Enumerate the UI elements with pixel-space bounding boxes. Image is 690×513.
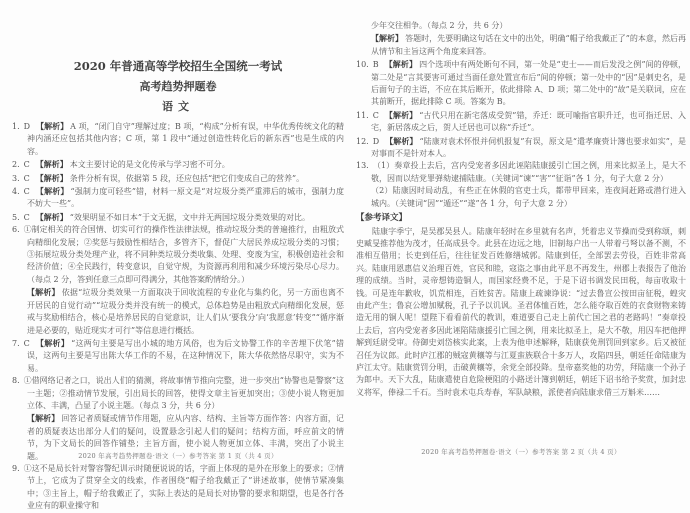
answer-text: ①借网络记者之口，说出人们的猜测，将故事情节推向完整，进一步突出“协警也是警察”这一主题；②推动情节发展，引出局长的回答，使得文章主旨更加突出；③使小说人物更加立体、丰满，凸显了小说主题。（每点 3 分，共 6 分） xyxy=(23,376,344,410)
reference-translation-header: 【参考译文】 xyxy=(356,213,408,224)
answer-letter: C xyxy=(23,212,30,222)
answer-item xyxy=(356,32,686,58)
answer-text: 条件分析有误，依据第 5 段，还应包括“把它们变成自己的营养”。 xyxy=(69,173,305,183)
answer-text: “陆康对袁术怀恨并伺机报复”有误，原文是“遣孝廉赍计簿也要求如实”，是对事而不是针对本人。 xyxy=(371,136,687,159)
item-number: 4. xyxy=(12,187,20,197)
answer-text: （1）奏章投上去后，宫内受宠者多因此诬陷陆康援引亡国之例，用来比拟圣上，是大不敬，因而以结党罪弹劾逮捕陆康。（关键词“谏”“害”“征诣”各 1 分，句子大意 2 分） xyxy=(371,161,686,183)
analysis-label: 【解析】 xyxy=(385,135,418,146)
answer-item xyxy=(356,135,686,161)
answer-text: 四个选项中有两处断句不同，第一处是“吏士——而后发没之例”间的停顿，第二处是“言其要害可通过当面任意处置宣布后”间的停顿；第一处中的“因”是刺史名，是后面句子的主语，不应在其后断开，依此排除 A、D 项；第二处中的“故”是关联词，应在其前断开，据此排除 C 项。答案为 B。 xyxy=(371,60,686,107)
analysis-label: 【解析】 xyxy=(384,109,418,120)
analysis-label: 【解析】 xyxy=(371,33,404,44)
answer-item xyxy=(12,224,344,286)
answer-text: 答题时，先要明确这句话在文中的出处，明确“帽子给我戴正了”的本意，然后再从情节和主旨这两个角度来回答。 xyxy=(371,34,686,56)
analysis-label: 【解析】 xyxy=(27,413,60,424)
answer-text: 回答记者质疑或情节作用题，应从内容、结构、主旨等方面作答：内容方面，记者的质疑表达出部分人们的疑问，设置悬念引起人们的疑问；结构方面，呼应前文的情节，为下文局长的回答作铺垫；主旨方面，使小说人物更加立体、丰满，突出了小说主题。 xyxy=(27,414,345,461)
item-number: 5. xyxy=(12,212,20,222)
item-number: 3. xyxy=(12,173,20,183)
subject-heading: 语文 xyxy=(162,100,194,113)
paper-subtitle: 高考趋势押题卷 xyxy=(139,80,217,93)
analysis-label: 【解析】 xyxy=(35,159,68,170)
analysis-label: 【解析】 xyxy=(27,287,60,298)
answer-text: “效果明显不如日本”于文无据，文中并无两国垃圾分类效果的对比。 xyxy=(69,212,310,222)
answer-text: （2）陆康因时局动乱，有些正在休假的官吏士兵，都带甲回来，连夜间赶路或潜行进入城内。（关键词“因”“遁还”“遂”各 1 分，句子大意 2 分） xyxy=(371,186,686,208)
answer-text: 依据“垃圾分类效果一方面取决于回收流程的专业化与集约化，另一方面也离不开居民的自觉行动”“垃圾分类并没有统一的模式，总体趋势是由粗放式向精细化发展，惩戒与奖励相结合，核心是培养居民的自觉意识，让人们从‘要我分’向‘我愿意’转变”“循序渐进是必要的，贴近现实才可行”等信息进行概括。 xyxy=(27,288,344,335)
item-number: 10. xyxy=(356,60,369,70)
item-number: 9. xyxy=(12,463,20,473)
answer-item xyxy=(12,211,344,224)
answer-text: “古代只用在新宅落成受贺”错，乔迁：既可喻指官职升迁，也可指迁居、入宅，新居落成之后，贺人迁居也可以称“乔迁”。 xyxy=(371,110,686,133)
item-number: 13. xyxy=(356,161,369,171)
answer-text: 少年交往相争。（每点 2 分，共 6 分） xyxy=(371,21,508,30)
analysis-label: 【解析】 xyxy=(35,211,68,222)
answer-letter: B xyxy=(372,60,379,70)
analysis-label: 【解析】 xyxy=(36,121,69,131)
item-number: 7. xyxy=(12,338,20,348)
scanned-page-1 xyxy=(12,0,345,511)
answer-text: ①制定相关的符合国情、切实可行的操作性法律法规，推动垃圾分类的普遍推行，由粗放式向精细化发展；②奖惩与鼓励性相结合，多管齐下，督促广大居民养成垃圾分类的习惯；③拓展垃圾分类处理产业，将不同种类垃圾分类收集、处理、变废为宝，积极创造社会和经济价值；④全民践行，转变意识，自觉守规，为资源再利用和减少环境污染尽心尽力。（每点 2 分，答到任意三点即可得满分，其他答案酌情给分。） xyxy=(23,225,344,284)
item-number: 11. xyxy=(356,110,369,120)
answer-letter: D xyxy=(23,122,31,131)
answer-item xyxy=(12,337,344,375)
answer-item xyxy=(12,172,344,185)
answer-letter: C xyxy=(23,160,30,170)
answer-item xyxy=(12,158,344,171)
answer-item xyxy=(356,20,686,32)
answer-list-page-2 xyxy=(356,20,686,210)
answer-item xyxy=(356,185,686,210)
answer-item xyxy=(12,185,344,211)
answer-letter: C xyxy=(23,338,30,348)
answer-item xyxy=(356,109,686,135)
analysis-label: 【解析】 xyxy=(384,59,418,70)
answer-letter: C xyxy=(23,173,30,183)
reference-translation-text: 陆康字季宁，是吴郡吴县人。陆康年轻时在乡里就有名声，凭着忠义节操而受到称颂，刺史臧旻推荐他为茂才，任高成县令。此县在边远之地，旧制每户出一人带着弓弩以备不测，不准相互借用；长吏到任后，往往征发百姓修缮城郭。陆康到任，全部罢去劳役，百姓非常高兴。陆康用恩惠信义治理百姓，官民和睦，寇盗之事由此平息不再发生，州郡上表报告了他治理的成绩。当时，灵帝想铸造铜人，而国家经费不足，于是下诏书调发民田税，每亩收取十钱。可是连年歉收，饥荒相连，百姓贫苦。陆康上疏谏诤说：“过去鲁宣公按田亩征税，蝗灾由此产生；鲁哀公增加赋税，孔子予以讥讽。圣君体恤百姓，怎么能夺取百姓的衣食财物来铸造无用的铜人呢！望陛下看看前代的教训，难道要自己走上前代亡国之君的老路吗！”奏章投上去后，宫内受宠者多因此诬陷陆康援引亡国之例，用来比拟圣上，是大不敬，用囚车把他押解到廷尉受审。侍御史刘岱核实此案，上表为他申述解释，陆康获免刑罚回到家乡。后又被征召任为议郎。此时庐江郡的贼寇黄穰等与江夏蛮族联合十多万人，攻陷四县，朝廷任命陆康为庐江太守。陆康赏罚分明，击破黄穰等，余党全部投降。皇帝嘉奖他的功劳，拜陆康一个孙子为郎中。天下大乱，陆康遣使自危险梗阻的小路送计簿到朝廷，朝廷下诏书给予奖赏，加封忠义将军，俸禄二千石。当时袁术屯兵寿春，军队缺粮，派使者向陆康求借三万斛米…… xyxy=(356,226,686,397)
answer-item xyxy=(356,160,686,185)
analysis-label: 【解析】 xyxy=(35,186,69,197)
page-footer-2: 2020 年高考趋势押题卷·语文（一）参考答案 第 2 页（共 4 页） xyxy=(421,447,621,456)
answer-text: 本文主要讨论的是文化传承与学习密不可分。 xyxy=(69,160,230,170)
answer-item xyxy=(12,120,344,158)
answer-text: “强制力度可轻些”错，材料一原文是“对垃圾分类严重滞后的城市，强制力度不妨大一些”。 xyxy=(27,187,344,209)
item-number: 12. xyxy=(356,136,369,146)
answer-text: “这两句主要是写出小城的地方风俗，也为后文协警工作的辛苦埋下伏笔”错误，这两句主要是写出陈大华工作的不易，在这种情况下，陈大华依然恪尽职守，实为不易。 xyxy=(27,338,344,373)
item-number: 1. xyxy=(12,122,20,131)
answer-text: ①这不是局长针对警容警纪训示时随便说说的话，字面上体现的是外在形象上的要求；②情节上，它成为了贯穿全文的线索，作者围绕“帽子给我戴正了”讲述故事，使情节紧凑集中；③主旨上，帽子给我戴正了，实际上表达的是局长对协警的要求和期望，也是各行各业应有的职业操守和 xyxy=(23,463,344,511)
answer-letter: C xyxy=(23,187,30,197)
analysis-label: 【解析】 xyxy=(35,337,70,348)
analysis-label: 【解析】 xyxy=(35,172,68,183)
answer-item xyxy=(12,375,344,412)
exam-title: 2020 年普通高等学校招生全国统一考试 xyxy=(73,59,283,73)
answer-item xyxy=(356,58,686,109)
page-footer-1: 2020 年高考趋势押题卷·语文（一）参考答案 第 1 页（共 4 页） xyxy=(78,451,278,460)
answer-text: A 项，“闭门自守”理解过度；B 项，“构成”分析有误，中华优秀传统文化的精神内涵还应包括其他内容；C 项，第 1 段中“通过创造性转化后的新东西”也是生成的内容。 xyxy=(27,122,344,156)
answer-letter: D xyxy=(372,136,380,146)
answer-letter: C xyxy=(372,110,379,120)
answer-item xyxy=(12,286,344,337)
item-number: 2. xyxy=(12,160,20,170)
item-number: 6. xyxy=(12,225,20,235)
item-number: 8. xyxy=(12,376,20,386)
scanned-page-2 xyxy=(356,0,686,488)
